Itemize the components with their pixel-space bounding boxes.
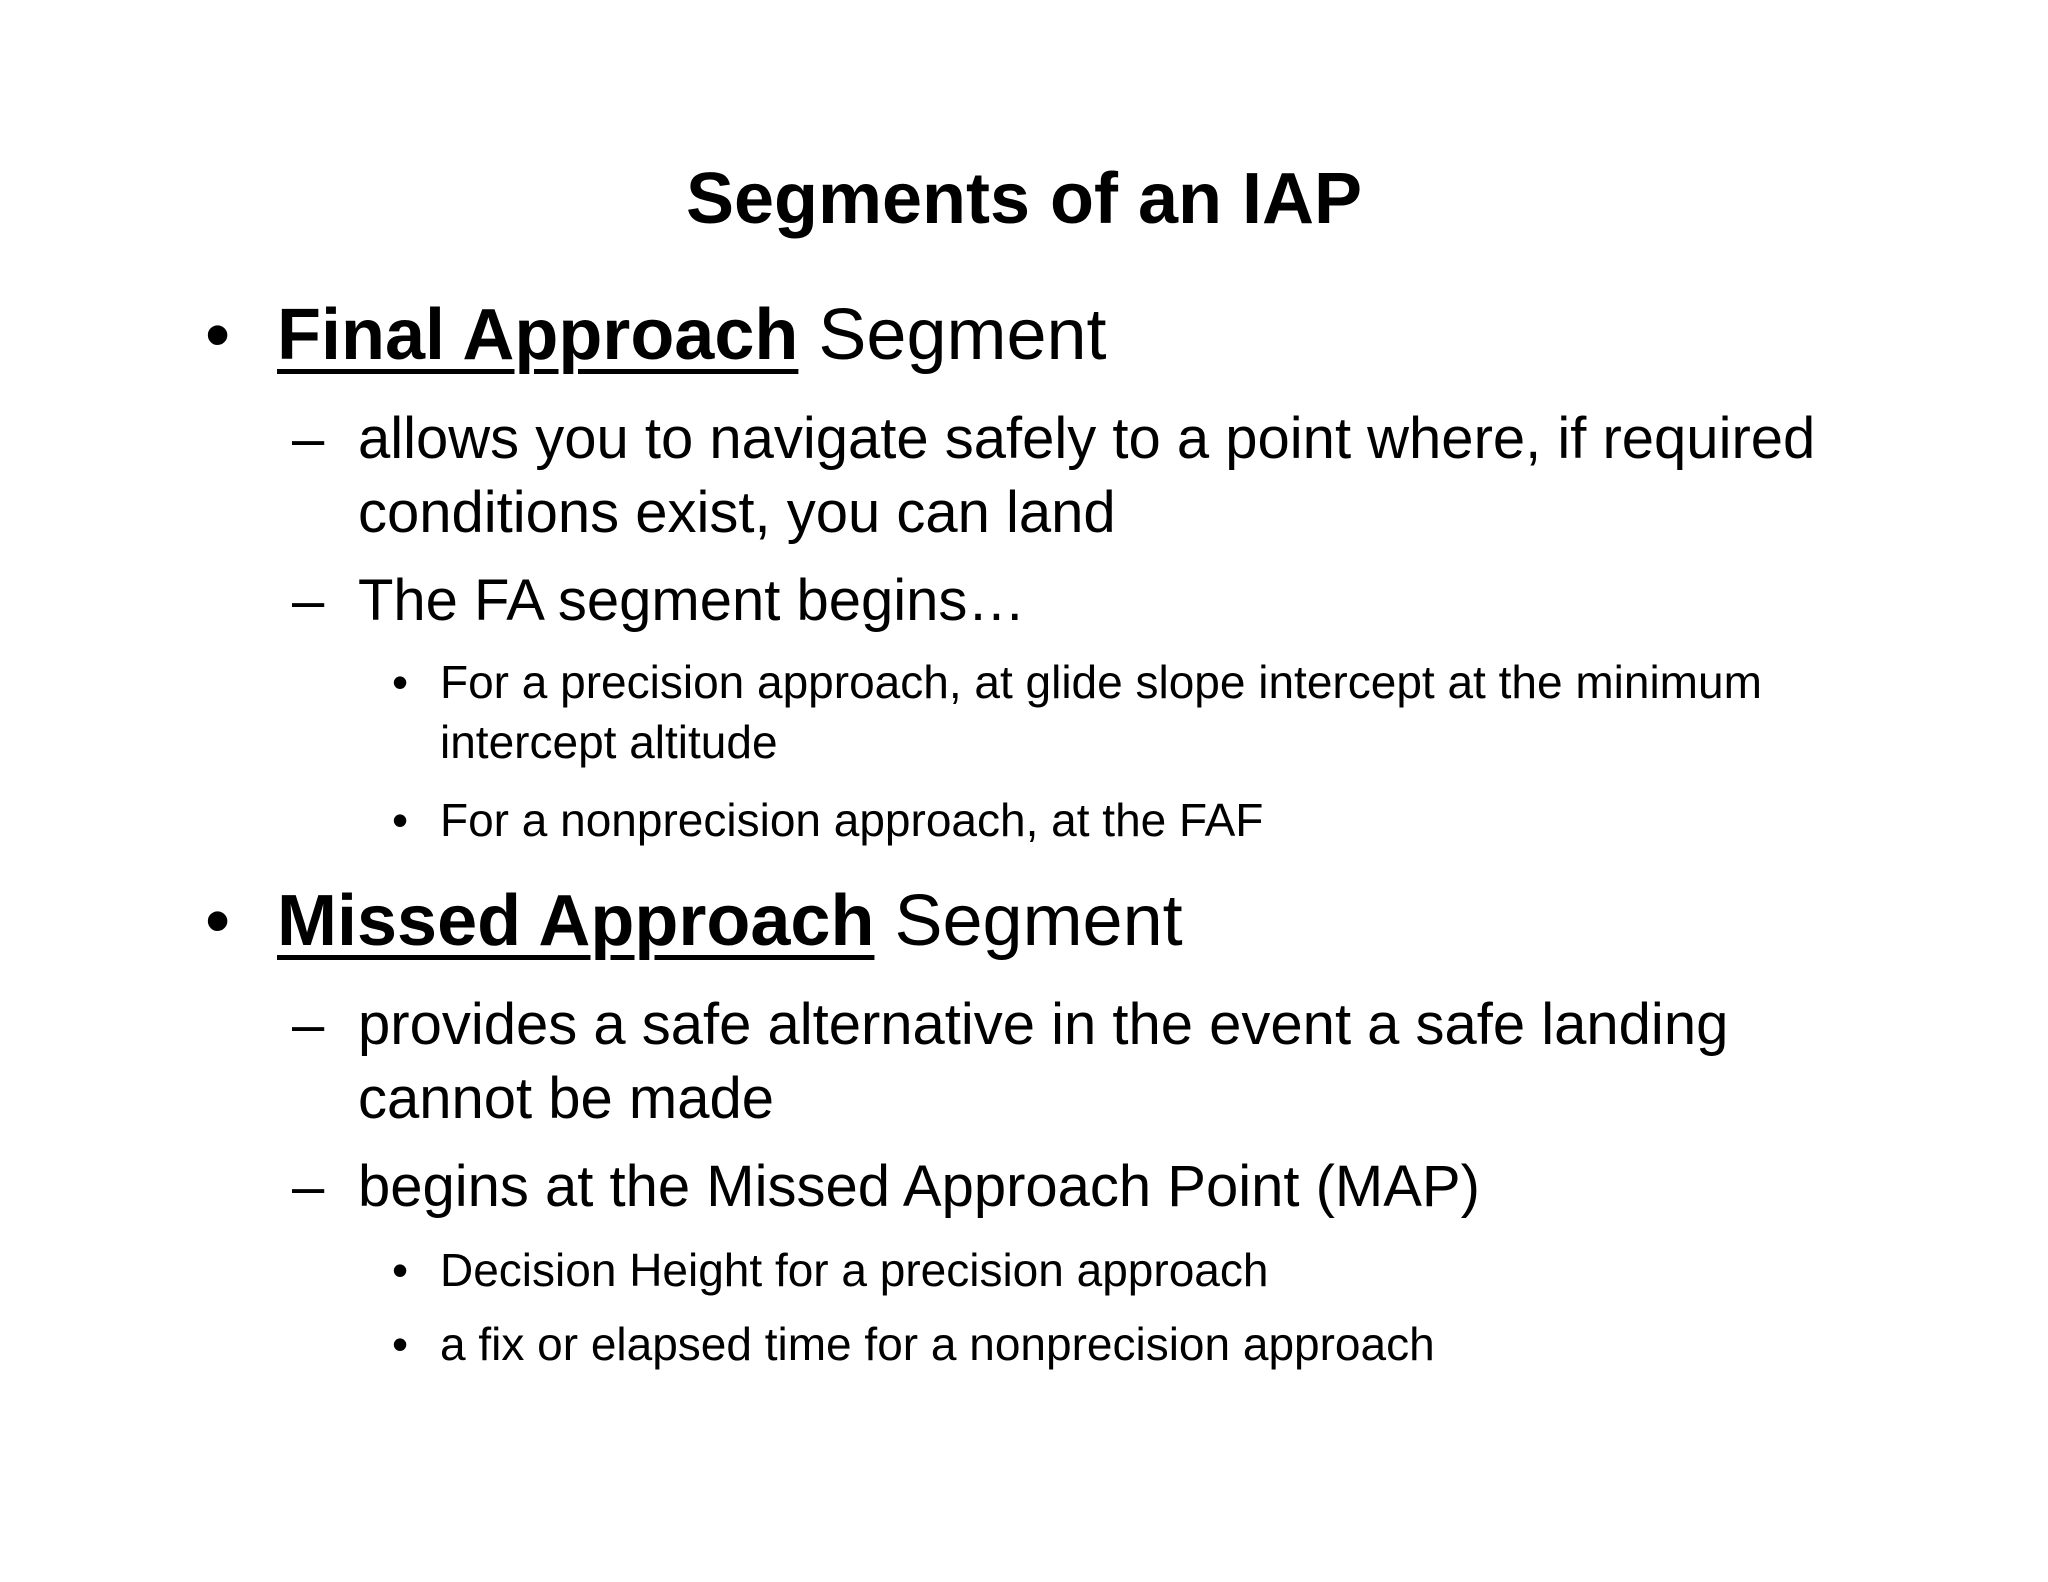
final-item-precision-text: For a precision approach, at glide slope intercept at the minimum intercept altitude [440,656,1762,768]
dash-marker: – [292,1154,325,1219]
missed-sub-begins [292,1150,1878,1224]
missed-sub-provides-text: provides a safe alternative in the event a safe landing cannot be made [358,992,1729,1131]
small-bullet: • [392,794,409,846]
missed-item-decision-height-text: Decision Height for a precision approach [440,1244,1269,1296]
missed-approach-segment-word: Segment [874,881,1183,961]
bullet-dot: • [205,881,231,961]
bullet-missed-approach [205,882,1183,961]
final-sub-begins-text: The FA segment begins… [358,568,1026,633]
dash-marker: – [292,406,325,471]
missed-approach-heading: Missed Approach [277,881,875,961]
small-bullet: • [392,1244,409,1296]
missed-sub-begins-text: begins at the Missed Approach Point (MAP) [358,1154,1480,1219]
missed-item-decision-height [392,1240,1790,1300]
final-item-nonprecision [392,790,1790,850]
bullet-final-approach [205,296,1107,375]
missed-item-fix-time [392,1314,1790,1374]
final-item-nonprecision-text: For a nonprecision approach, at the FAF [440,794,1264,846]
final-sub-allows-text: allows you to navigate safely to a point where, if required conditions exist, you can land [358,406,1816,545]
dash-marker: – [292,568,325,633]
final-approach-heading: Final Approach [277,295,799,375]
small-bullet: • [392,656,409,708]
missed-sub-provides [292,988,1878,1136]
bullet-dot: • [205,295,231,375]
final-sub-allows [292,402,1878,550]
final-item-precision [392,652,1790,772]
missed-item-fix-time-text: a fix or elapsed time for a nonprecision approach [440,1318,1435,1370]
slide-title: Segments of an IAP [685,159,1363,239]
small-bullet: • [392,1318,409,1370]
final-sub-begins [292,564,1878,638]
dash-marker: – [292,992,325,1057]
final-approach-segment-word: Segment [798,295,1107,375]
